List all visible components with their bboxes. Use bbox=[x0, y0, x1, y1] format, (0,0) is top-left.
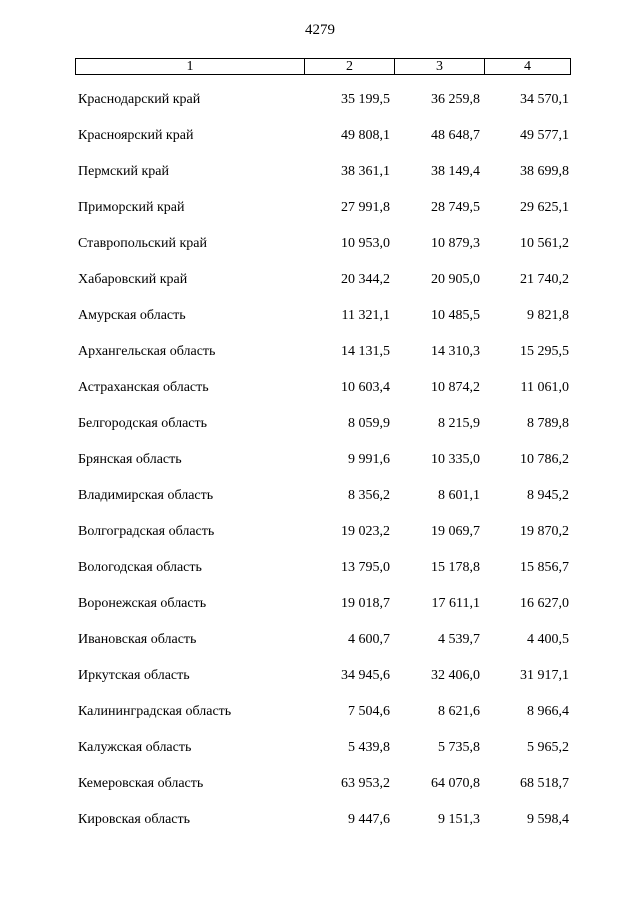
column-header-1: 1 bbox=[76, 59, 305, 74]
table-row bbox=[0, 198, 640, 234]
value-col-2: 9 447,6 bbox=[348, 812, 390, 827]
value-col-4: 19 870,2 bbox=[520, 524, 569, 539]
table-row bbox=[0, 702, 640, 738]
value-col-4: 49 577,1 bbox=[520, 128, 569, 143]
value-col-4: 21 740,2 bbox=[520, 272, 569, 287]
region-name: Иркутская область bbox=[78, 668, 190, 683]
table-row bbox=[0, 594, 640, 630]
region-name: Красноярский край bbox=[78, 128, 194, 143]
value-col-2: 14 131,5 bbox=[341, 344, 390, 359]
value-col-2: 10 603,4 bbox=[341, 380, 390, 395]
value-col-4: 10 561,2 bbox=[520, 236, 569, 251]
value-col-3: 17 611,1 bbox=[431, 596, 480, 611]
value-col-3: 10 874,2 bbox=[431, 380, 480, 395]
value-col-2: 27 991,8 bbox=[341, 200, 390, 215]
value-col-4: 4 400,5 bbox=[527, 632, 569, 647]
value-col-4: 5 965,2 bbox=[527, 740, 569, 755]
table-row bbox=[0, 738, 640, 774]
value-col-4: 16 627,0 bbox=[520, 596, 569, 611]
column-header-2: 2 bbox=[305, 59, 395, 74]
region-name: Хабаровский край bbox=[78, 272, 188, 287]
region-name: Ставропольский край bbox=[78, 236, 207, 251]
value-col-2: 19 018,7 bbox=[341, 596, 390, 611]
region-name: Приморский край bbox=[78, 200, 185, 215]
table-row bbox=[0, 342, 640, 378]
table-body bbox=[0, 90, 640, 846]
region-name: Воронежская область bbox=[78, 596, 207, 611]
table-row bbox=[0, 558, 640, 594]
region-name: Архангельская область bbox=[78, 344, 216, 359]
value-col-3: 32 406,0 bbox=[431, 668, 480, 683]
value-col-2: 4 600,7 bbox=[348, 632, 390, 647]
table-row bbox=[0, 486, 640, 522]
column-header-4: 4 bbox=[524, 59, 531, 74]
table-row bbox=[0, 774, 640, 810]
region-name: Ивановская область bbox=[78, 632, 197, 647]
region-name: Калининградская область bbox=[78, 704, 232, 719]
table-row bbox=[0, 234, 640, 270]
table-row bbox=[0, 810, 640, 846]
region-name: Белгородская область bbox=[78, 416, 208, 431]
value-col-2: 38 361,1 bbox=[341, 164, 390, 179]
page-number: 4279 bbox=[305, 22, 335, 38]
value-col-3: 15 178,8 bbox=[431, 560, 480, 575]
value-col-3: 8 621,6 bbox=[438, 704, 480, 719]
value-col-4: 38 699,8 bbox=[520, 164, 569, 179]
value-col-2: 20 344,2 bbox=[341, 272, 390, 287]
value-col-3: 20 905,0 bbox=[431, 272, 480, 287]
value-col-3: 5 735,8 bbox=[438, 740, 480, 755]
value-col-2: 11 321,1 bbox=[341, 308, 390, 323]
value-col-3: 28 749,5 bbox=[431, 200, 480, 215]
region-name: Кемеровская область bbox=[78, 776, 204, 791]
value-col-2: 13 795,0 bbox=[341, 560, 390, 575]
region-name: Амурская область bbox=[78, 308, 186, 323]
value-col-4: 34 570,1 bbox=[520, 92, 569, 107]
value-col-2: 8 356,2 bbox=[348, 488, 390, 503]
value-col-4: 15 856,7 bbox=[520, 560, 569, 575]
value-col-4: 9 821,8 bbox=[527, 308, 569, 323]
table-row bbox=[0, 90, 640, 126]
table-row bbox=[0, 162, 640, 198]
value-col-2: 19 023,2 bbox=[341, 524, 390, 539]
value-col-3: 9 151,3 bbox=[438, 812, 480, 827]
table-row bbox=[0, 522, 640, 558]
value-col-3: 10 879,3 bbox=[431, 236, 480, 251]
value-col-2: 63 953,2 bbox=[341, 776, 390, 791]
table-row bbox=[0, 270, 640, 306]
value-col-4: 31 917,1 bbox=[520, 668, 569, 683]
value-col-3: 38 149,4 bbox=[431, 164, 480, 179]
value-col-4: 9 598,4 bbox=[527, 812, 569, 827]
value-col-4: 11 061,0 bbox=[520, 380, 569, 395]
region-name: Кировская область bbox=[78, 812, 191, 827]
table-row bbox=[0, 414, 640, 450]
value-col-3: 8 215,9 bbox=[438, 416, 480, 431]
region-name: Вологодская область bbox=[78, 560, 202, 575]
region-name: Калужская область bbox=[78, 740, 192, 755]
value-col-2: 10 953,0 bbox=[341, 236, 390, 251]
value-col-4: 10 786,2 bbox=[520, 452, 569, 467]
value-col-4: 8 945,2 bbox=[527, 488, 569, 503]
value-col-2: 49 808,1 bbox=[341, 128, 390, 143]
region-name: Краснодарский край bbox=[78, 92, 201, 107]
value-col-4: 8 789,8 bbox=[527, 416, 569, 431]
value-col-3: 64 070,8 bbox=[431, 776, 480, 791]
value-col-2: 35 199,5 bbox=[341, 92, 390, 107]
table-row bbox=[0, 306, 640, 342]
table-row bbox=[0, 450, 640, 486]
region-name: Пермский край bbox=[78, 164, 169, 179]
region-name: Владимирская область bbox=[78, 488, 214, 503]
table-row bbox=[0, 126, 640, 162]
value-col-3: 8 601,1 bbox=[438, 488, 480, 503]
table-header bbox=[75, 58, 571, 75]
value-col-2: 9 991,6 bbox=[348, 452, 390, 467]
value-col-4: 8 966,4 bbox=[527, 704, 569, 719]
table-row bbox=[0, 666, 640, 702]
value-col-3: 14 310,3 bbox=[431, 344, 480, 359]
table-row bbox=[0, 630, 640, 666]
value-col-2: 7 504,6 bbox=[348, 704, 390, 719]
region-name: Волгоградская область bbox=[78, 524, 215, 539]
value-col-2: 8 059,9 bbox=[348, 416, 390, 431]
region-name: Астраханская область bbox=[78, 380, 209, 395]
value-col-3: 19 069,7 bbox=[431, 524, 480, 539]
value-col-2: 34 945,6 bbox=[341, 668, 390, 683]
value-col-3: 10 335,0 bbox=[431, 452, 480, 467]
value-col-4: 29 625,1 bbox=[520, 200, 569, 215]
table-row bbox=[0, 378, 640, 414]
value-col-3: 10 485,5 bbox=[431, 308, 480, 323]
value-col-4: 15 295,5 bbox=[520, 344, 569, 359]
value-col-2: 5 439,8 bbox=[348, 740, 390, 755]
value-col-3: 4 539,7 bbox=[438, 632, 480, 647]
value-col-3: 36 259,8 bbox=[431, 92, 480, 107]
region-name: Брянская область bbox=[78, 452, 182, 467]
column-header-3: 3 bbox=[395, 59, 485, 74]
value-col-4: 68 518,7 bbox=[520, 776, 569, 791]
value-col-3: 48 648,7 bbox=[431, 128, 480, 143]
